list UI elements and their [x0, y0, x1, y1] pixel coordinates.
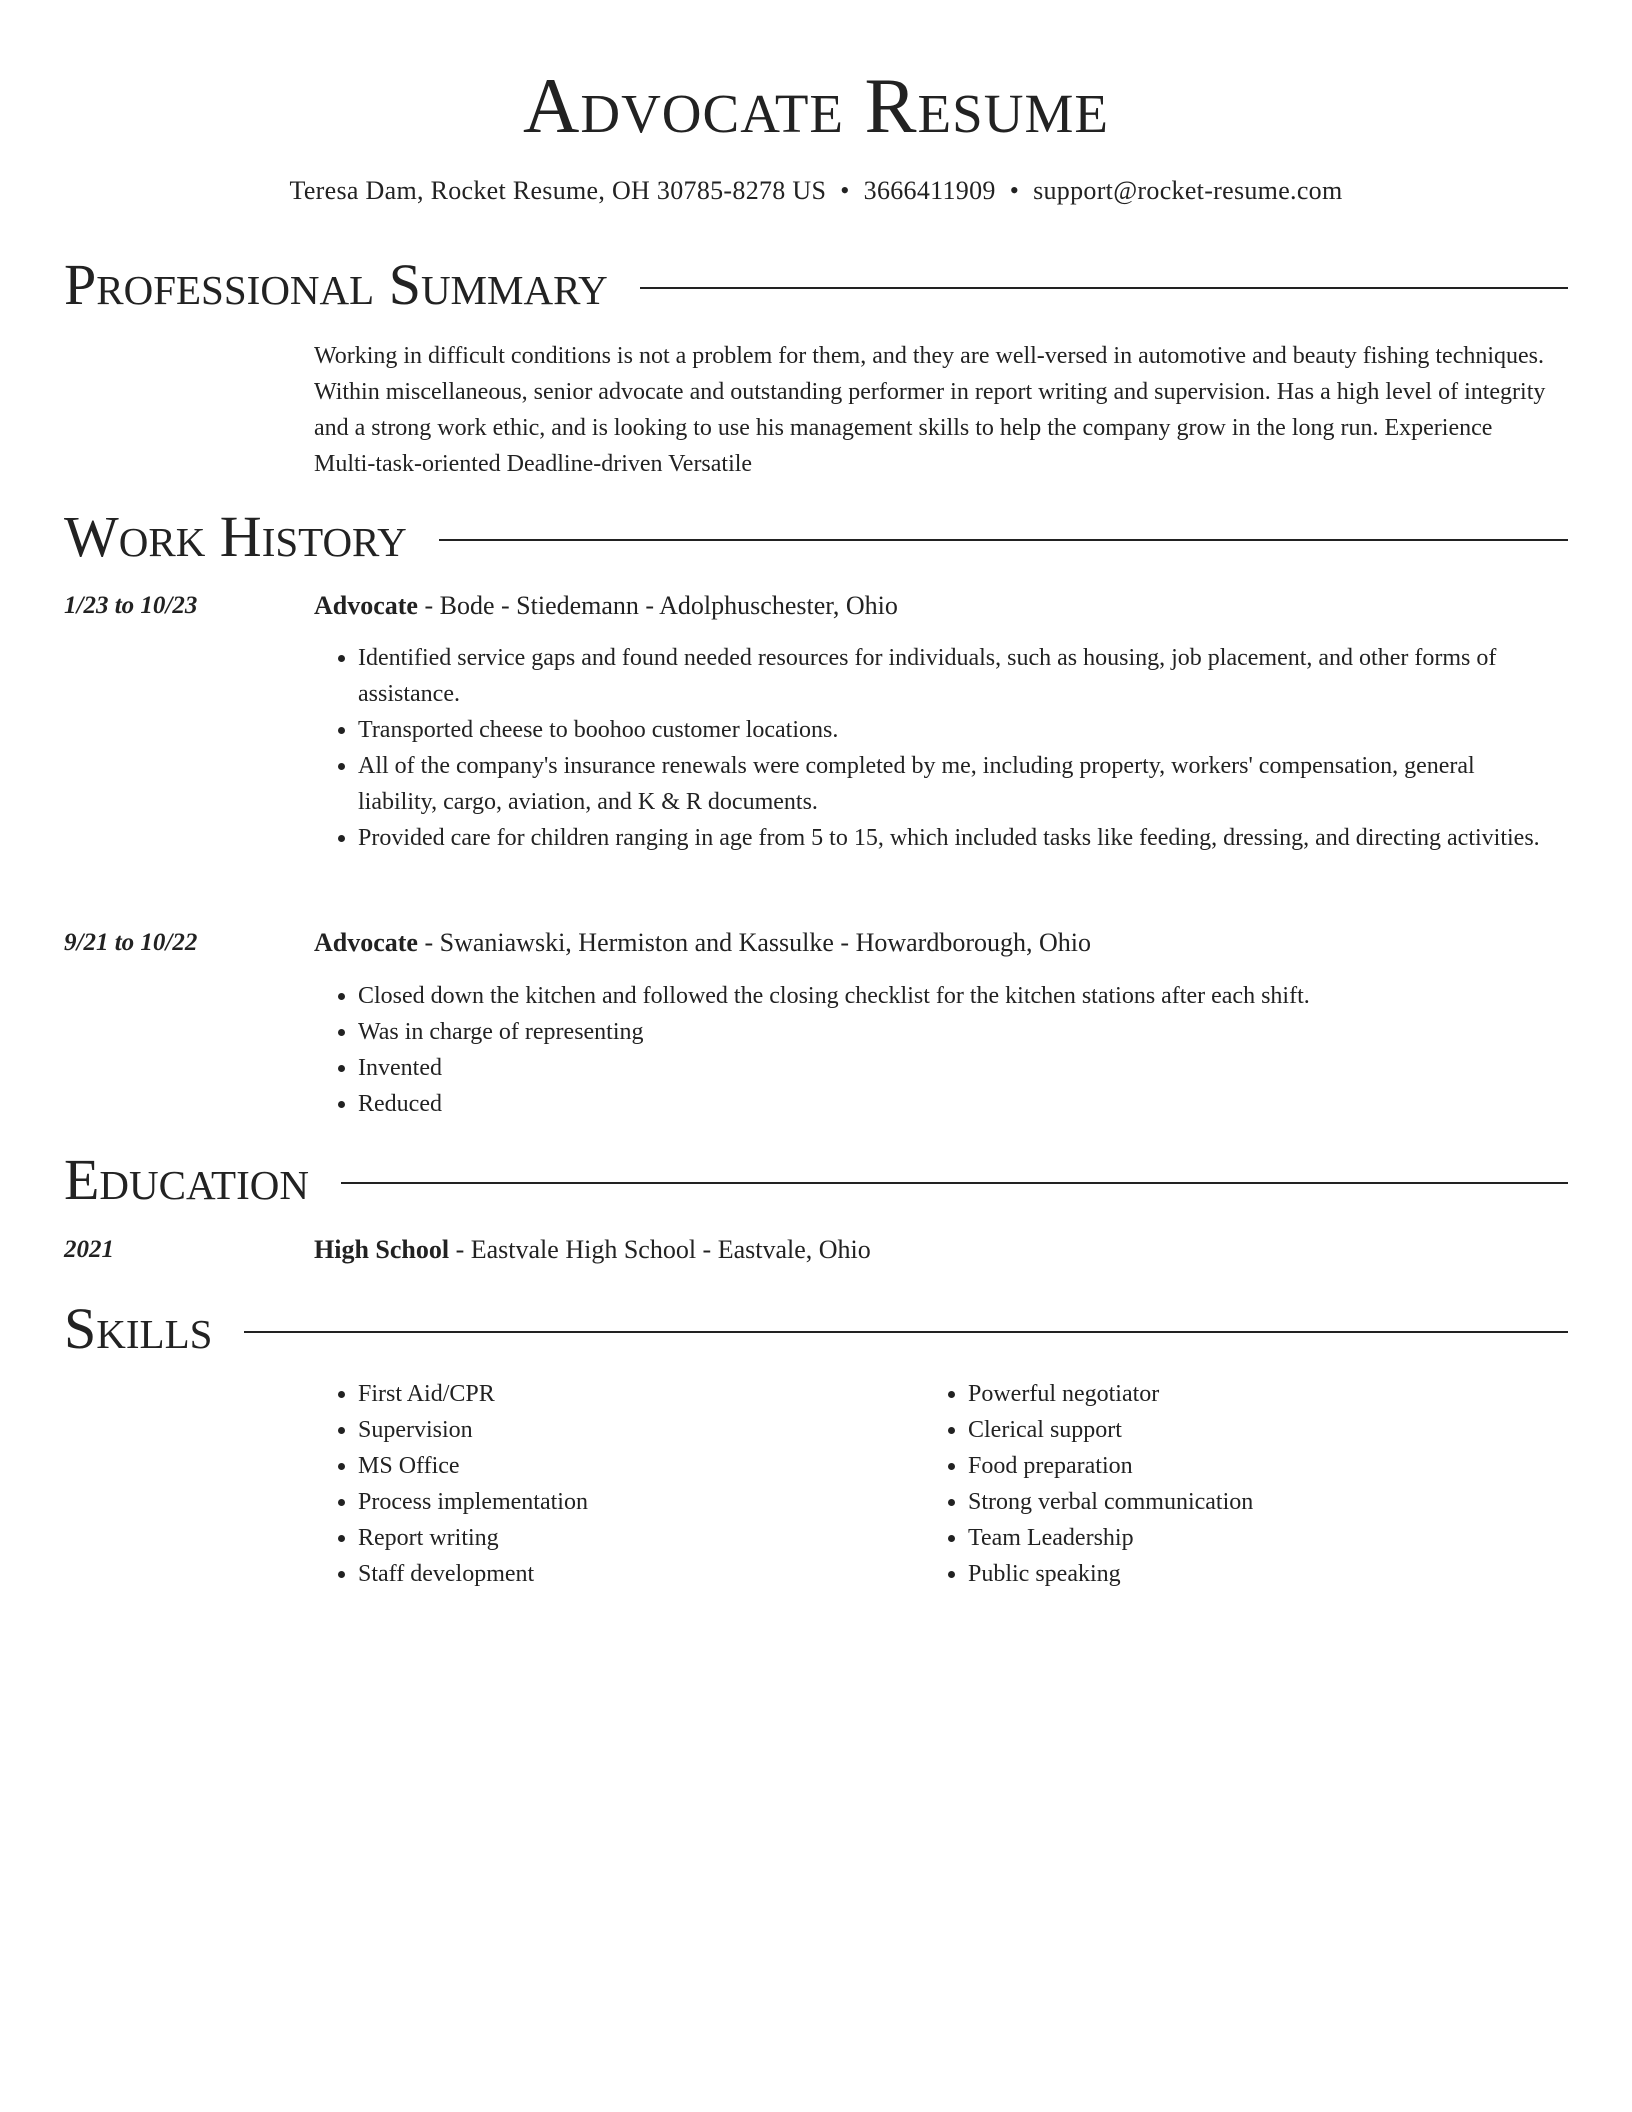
- summary-text: Working in difficult conditions is not a problem for them, and they are well-versed in automotive and beauty fishing techniques. Within miscellaneous, senior advocate and outstanding performer in report writing and supervision. Has a high level of integrity and a strong work ethic, and is looking to use his management skills to help the company grow in the long run. Experience Multi-task-oriented Deadline-driven Versatile: [314, 343, 1546, 477]
- skills-list-left: [314, 1376, 918, 1592]
- skill-item: • Strong verbal communication: [968, 1484, 1528, 1520]
- contact-phone: 3666411909: [863, 176, 996, 205]
- education-degree: High School: [314, 1235, 450, 1264]
- skill-item: • Clerical support: [968, 1412, 1528, 1448]
- job-title-line: [314, 588, 1556, 624]
- job-bullet: • Reduced: [358, 1086, 1556, 1122]
- skills-heading: Skills: [64, 1296, 213, 1361]
- job-role: Advocate: [314, 928, 418, 957]
- job-bullet: • Provided care for children ranging in age from 5 to 15, which included tasks like feeding, dressing, and directing activities.: [358, 820, 1556, 856]
- job-bullet: • Invented: [358, 1050, 1556, 1086]
- job-dates: 9/21 to 10/22: [64, 929, 198, 956]
- contact-separator: •: [840, 176, 850, 205]
- section-divider: [640, 287, 1568, 289]
- contact-address: Teresa Dam, Rocket Resume, OH 30785-8278 US: [289, 176, 827, 205]
- skill-item: • Report writing: [358, 1520, 918, 1556]
- education-details: - Eastvale High School - Eastvale, Ohio: [449, 1235, 871, 1264]
- section-divider: [341, 1182, 1568, 1184]
- job-details: - Swaniawski, Hermiston and Kassulke - Howardborough, Ohio: [417, 928, 1091, 957]
- job-bullet: • All of the company's insurance renewals were completed by me, including property, workers' compensation, general liability, cargo, aviation, and K & R documents.: [358, 748, 1556, 820]
- job-bullets: [314, 640, 1556, 856]
- job-bullets: [314, 978, 1556, 1122]
- skill-item: • Powerful negotiator: [968, 1376, 1528, 1412]
- job-dates: 1/23 to 10/23: [64, 592, 198, 619]
- skills-section-header: [64, 1294, 1568, 1364]
- job-role: Advocate: [314, 591, 418, 620]
- summary-heading: Professional Summary: [64, 252, 608, 317]
- contact-separator: •: [1009, 176, 1020, 205]
- education-heading: Education: [64, 1147, 309, 1212]
- job-bullet: • Identified service gaps and found needed resources for individuals, such as housing, job placement, and other forms of assistance.: [358, 640, 1556, 712]
- job-title-line: [314, 925, 1556, 961]
- skill-item: • Staff development: [358, 1556, 918, 1592]
- work-history-heading: Work History: [64, 504, 407, 569]
- job-bullet: • Closed down the kitchen and followed the closing checklist for the kitchen stations after each shift.: [358, 978, 1556, 1014]
- skill-item: • MS Office: [358, 1448, 918, 1484]
- skill-item: • Process implementation: [358, 1484, 918, 1520]
- education-year: 2021: [64, 1236, 114, 1263]
- section-divider: [244, 1331, 1568, 1333]
- job-details: - Bode - Stiedemann - Adolphuschester, Ohio: [417, 591, 898, 620]
- job-bullet: • Was in charge of representing: [358, 1014, 1556, 1050]
- resume-title: Advocate Resume: [523, 62, 1109, 149]
- skill-item: • Food preparation: [968, 1448, 1528, 1484]
- skill-item: • Team Leadership: [968, 1520, 1528, 1556]
- section-divider: [439, 539, 1568, 541]
- skills-list-right: [924, 1376, 1528, 1592]
- summary-section-header: [64, 250, 1568, 320]
- skill-item: • Supervision: [358, 1412, 918, 1448]
- skill-item: • Public speaking: [968, 1556, 1528, 1592]
- contact-email: support@rocket-resume.com: [1033, 176, 1343, 205]
- job-bullet: • Transported cheese to boohoo customer locations.: [358, 712, 1556, 748]
- work-history-section-header: [64, 502, 1568, 572]
- education-section-header: [64, 1145, 1568, 1215]
- skill-item: • First Aid/CPR: [358, 1376, 918, 1412]
- education-title-line: [314, 1232, 1556, 1268]
- contact-line: [0, 174, 1632, 208]
